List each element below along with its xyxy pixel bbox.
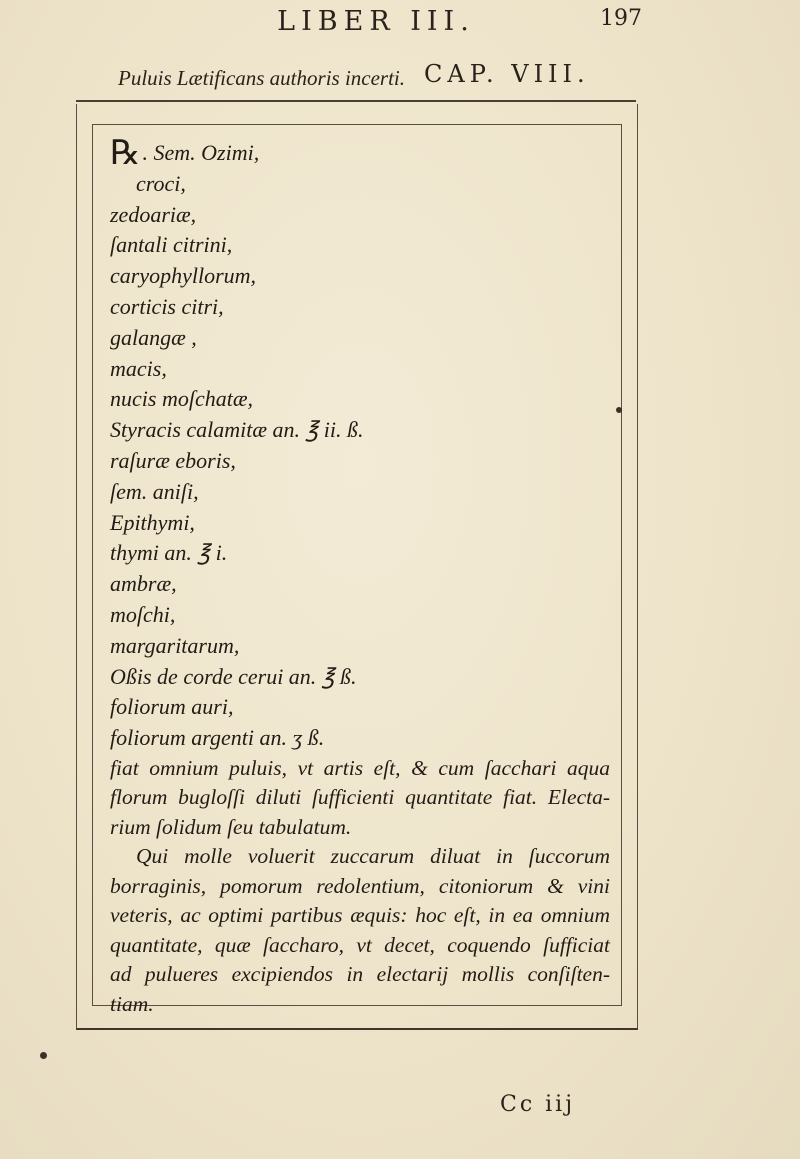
ingredient-line: ambræ, [110, 571, 177, 597]
ingredient-line: Oßis de corde cerui an. ℥ ß. [110, 663, 357, 689]
instruction-line: Qui molle voluerit zuccarum diluat in ſuccorum [136, 844, 610, 869]
ingredient-line: foliorum auri, [110, 694, 234, 720]
instruction-line: rium ſolidum ſeu tabulatum. [110, 814, 352, 839]
ink-spot [40, 1052, 47, 1059]
ingredient-line: ſem. aniſi, [110, 478, 199, 504]
instruction-line: fiat omnium puluis, vt artis eſt, & cum ſacchari aqua [110, 755, 610, 780]
section-title: Puluis Lætificans authoris incerti. [118, 66, 406, 90]
ingredient-line: corticis citri, [110, 293, 224, 319]
section-heading [0, 56, 800, 96]
chapter-label: CAP. VIII. [424, 60, 590, 88]
running-title: LIBER III. [277, 6, 475, 37]
recipe-text [110, 133, 610, 1019]
ingredient-line: thymi an. ℥ i. [110, 540, 228, 566]
ingredient-line: nucis moſchatæ, [110, 386, 253, 412]
ink-spot [616, 407, 622, 413]
ingredient-line: galangæ , [110, 324, 197, 350]
running-head [0, 4, 800, 44]
ingredient-line: Epithymi, [110, 509, 195, 535]
ingredient-line: Styracis calamitæ an. ℥ ii. ß. [110, 417, 364, 443]
ingredient-line: macis, [110, 355, 167, 381]
recipe-symbol: ℞ [110, 133, 141, 173]
instruction-line: quantitate, quæ ſaccharo, vt decet, coquendo ſufficiat [110, 932, 610, 957]
ingredient-line: foliorum argenti an. ʒ ß. [110, 725, 325, 751]
top-rule [76, 100, 636, 102]
ingredient-line: margaritarum, [110, 632, 240, 658]
ingredient-line: ſantali citrini, [110, 232, 233, 258]
ingredient-line: moſchi, [110, 601, 176, 627]
ingredient-line: zedoariæ, [110, 201, 197, 227]
ingredient-line: ℞. Sem. Ozimi, [110, 133, 260, 173]
instruction-line: florum bugloſſi diluti ſufficienti quantitate fiat. Electa- [110, 785, 610, 810]
signature-mark: Cc iij [500, 1092, 576, 1117]
ingredient-line: caryophyllorum, [110, 263, 257, 289]
page-number: 197 [600, 6, 642, 31]
instruction-line: borraginis, pomorum redolentium, citoniorum & vini [110, 873, 610, 898]
instruction-line: ad pulueres excipiendos in electarij mollis conſiſten- [110, 962, 610, 987]
ingredient-line: croci, [136, 170, 186, 196]
ingredient-line: raſuræ eboris, [110, 447, 236, 473]
instruction-line: tiam. [110, 991, 154, 1016]
instruction-line: veteris, ac optimi partibus æquis: hoc eſt, in ea omnium [110, 903, 610, 928]
